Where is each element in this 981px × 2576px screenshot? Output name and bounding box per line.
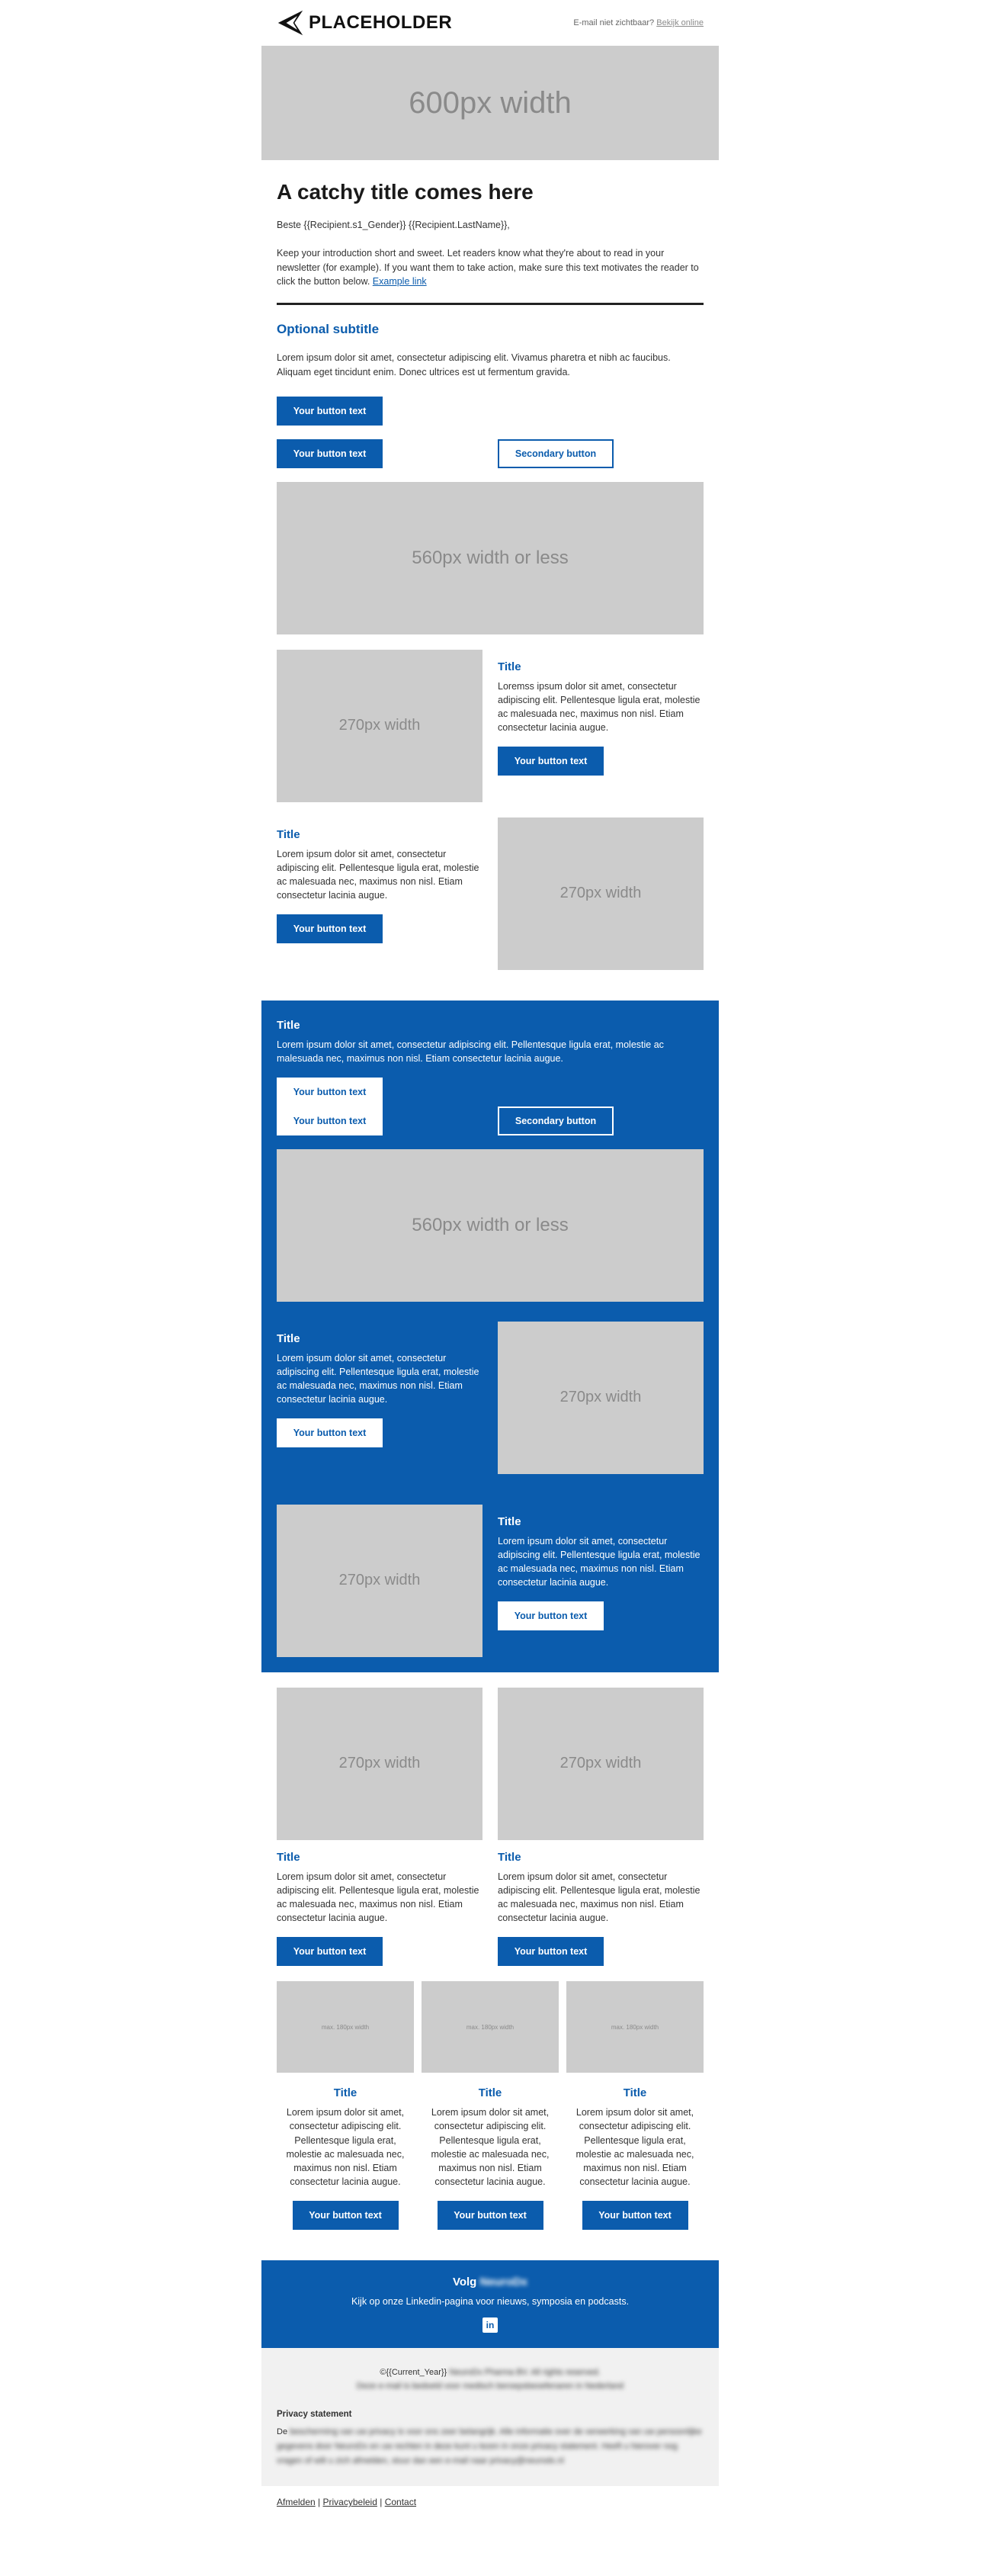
follow-company-name: NeuroDx (479, 2276, 528, 2289)
wide-image-placeholder (277, 1149, 704, 1302)
column-cell (566, 1981, 704, 2230)
text-cell (498, 650, 704, 802)
cell-text: Lorem ipsum dolor sit amet, consectetur adipiscing elit. Pellentesque ligula erat, molestie ac malesuada nec, maximus non nisl. Etiam consectetur lacinia augue. (498, 1535, 700, 1588)
text-cell (277, 1322, 482, 1474)
button-row (277, 439, 704, 468)
half-placeholder-label: 270px width (559, 885, 642, 901)
cell-title: Title (498, 660, 521, 673)
copyright-year: ©{{Current_Year}} (380, 2368, 447, 2377)
blue-section (261, 1001, 719, 1672)
follow-section (261, 2260, 719, 2348)
half-image-placeholder (277, 1688, 482, 1840)
cell-text: Lorem ipsum dolor sit amet, consectetur adipiscing elit. Pellentesque ligula erat, molestie ac malesuada nec, maximus non nisl. Etiam consectetur lacinia augue. (286, 2107, 405, 2187)
greeting: Beste {{Recipient.s1_Gender}} {{Recipient.LastName}}, (277, 220, 510, 230)
privacy-lead: De (277, 2427, 288, 2437)
logo[interactable] (277, 9, 452, 37)
follow-text: Kijk op onze Linkedin-pagina voor nieuws, symposia en podcasts. (351, 2296, 630, 2307)
primary-button[interactable]: Your button text (277, 397, 383, 426)
primary-button[interactable]: Your button text (277, 1937, 383, 1966)
cell-text: Lorem ipsum dolor sit amet, consectetur adipiscing elit. Pellentesque ligula erat, molestie ac malesuada nec, maximus non nisl. Etiam consectetur lacinia augue. (431, 2107, 550, 2187)
half-image-placeholder (498, 817, 704, 970)
intro-section (261, 160, 719, 1001)
footer (261, 2348, 719, 2486)
image-text-row (277, 1505, 704, 1657)
half-placeholder-label: 270px width (559, 1389, 642, 1406)
image-text-row (277, 650, 704, 802)
footer-disclaimer: Deze e-mail is bedoeld voor medisch beroepsbeoefenaren in Nederland (356, 2381, 624, 2391)
cell-text: Lorem ipsum dolor sit amet, consectetur adipiscing elit. Pellentesque ligula erat, molestie ac malesuada nec, maximus non nisl. Etiam consectetur lacinia augue. (498, 1871, 700, 1924)
text-cell (277, 817, 482, 970)
cell-text: Lorem ipsum dolor sit amet, consectetur adipiscing elit. Pellentesque ligula erat, molestie ac malesuada nec, maximus non nisl. Etiam consectetur lacinia augue. (277, 1352, 479, 1405)
two-column-row (277, 1688, 704, 1967)
section-body: Lorem ipsum dolor sit amet, consectetur adipiscing elit. Vivamus pharetra et nibh ac faucibus. Aliquam eget tincidunt enim. Donec ultrices est ut fermentum gravida. (277, 352, 671, 377)
half-image-placeholder (498, 1688, 704, 1840)
unsubscribe-link[interactable]: Afmelden (277, 2497, 316, 2508)
cell-title: Title (498, 1514, 521, 1528)
text-image-row (277, 1322, 704, 1474)
cell-title: Title (333, 2086, 357, 2100)
secondary-button[interactable]: Secondary button (498, 439, 614, 468)
hero-image-placeholder (261, 46, 719, 160)
column-cell (277, 1688, 482, 1967)
privacy-body: bescherming van uw privacy is voor ons zeer belangrijk. Alle informatie over de verwerking van uw persoonlijke gegevens door NeuroDx en uw rechten in deze kunt u lezen in onze privacy statement. Heeft u hierover nog vragen of wilt u zich afmelden, stuur dan een e-mail naar privacy@neurodx.nl (277, 2427, 702, 2465)
wide-image-placeholder (277, 482, 704, 634)
footer-copyright (277, 2366, 704, 2393)
wide-placeholder-label: 560px width or less (412, 547, 569, 568)
intro-body: Keep your introduction short and sweet. Let readers know what they're about to read in your newsletter (for example). If you want them to take action, make sure this text motivates the reader to click the button below. (277, 247, 699, 287)
two-column-section (261, 1672, 719, 2260)
hero-label: 600px width (409, 85, 572, 120)
main-title: A catchy title comes here (277, 180, 534, 204)
view-online-link[interactable]: Bekijk online (656, 18, 704, 27)
half-image-placeholder (277, 650, 482, 802)
blue-body: Lorem ipsum dolor sit amet, consectetur adipiscing elit. Pellentesque ligula erat, molestie ac malesuada nec, maximus non nisl. Etiam consectetur lacinia augue. (277, 1039, 664, 1064)
text-image-row (277, 817, 704, 970)
white-button[interactable]: Your button text (277, 1078, 383, 1107)
column-cell (422, 1981, 559, 2230)
third-image-placeholder (422, 1981, 559, 2073)
white-button[interactable]: Your button text (277, 1107, 383, 1135)
primary-button[interactable]: Your button text (277, 439, 383, 468)
view-online-prompt: E-mail niet zichtbaar? (573, 18, 655, 27)
divider (277, 303, 704, 305)
white-button[interactable]: Your button text (498, 1601, 604, 1630)
cell-title: Title (478, 2086, 502, 2100)
cell-title: Title (277, 1331, 300, 1345)
cell-text: Lorem ipsum dolor sit amet, consectetur adipiscing elit. Pellentesque ligula erat, molestie ac malesuada nec, maximus non nisl. Etiam consectetur lacinia augue. (277, 1871, 479, 1924)
email-column (261, 0, 719, 2523)
intro-example-link[interactable]: Example link (372, 276, 427, 287)
intro-text (277, 246, 704, 289)
cell-title: Title (498, 1850, 521, 1864)
email-header (261, 0, 719, 46)
primary-button[interactable]: Your button text (277, 914, 383, 943)
cell-title: Title (623, 2086, 647, 2100)
third-image-placeholder (566, 1981, 704, 2073)
half-placeholder-label: 270px width (338, 1572, 421, 1589)
cell-text: Loremss ipsum dolor sit amet, consectetur adipiscing elit. Pellentesque ligula erat, molestie ac malesuada nec, maximus non nisl. Etiam consectetur lacinia augue. (498, 680, 700, 733)
cell-title: Title (277, 827, 300, 841)
cell-text: Lorem ipsum dolor sit amet, consectetur adipiscing elit. Pellentesque ligula erat, molestie ac malesuada nec, maximus non nisl. Etiam consectetur lacinia augue. (575, 2107, 694, 2187)
wide-placeholder-label: 560px width or less (412, 1214, 569, 1235)
half-placeholder-label: 270px width (338, 717, 421, 734)
follow-title-text: Volg (452, 2276, 477, 2289)
third-placeholder-label: max. 180px width (321, 2023, 370, 2031)
copyright-company: NeuroDx Pharma BV. All rights reserved. (449, 2368, 601, 2377)
linkedin-icon[interactable]: in (482, 2317, 498, 2333)
privacy-statement-text (277, 2425, 704, 2468)
link-separator: | (380, 2497, 383, 2508)
three-column-row (277, 1981, 704, 2230)
logo-text: PLACEHOLDER (309, 12, 453, 33)
blue-title: Title (277, 1018, 300, 1032)
primary-button[interactable]: Your button text (498, 747, 604, 776)
third-placeholder-label: max. 180px width (466, 2023, 515, 2031)
cell-text: Lorem ipsum dolor sit amet, consectetur adipiscing elit. Pellentesque ligula erat, molestie ac malesuada nec, maximus non nisl. Etiam consectetur lacinia augue. (277, 848, 479, 901)
logo-mark-icon (277, 9, 304, 37)
half-placeholder-label: 270px width (338, 1755, 421, 1772)
half-image-placeholder (277, 1505, 482, 1657)
cell-title: Title (277, 1850, 300, 1864)
half-placeholder-label: 270px width (559, 1755, 642, 1772)
text-cell (498, 1505, 704, 1657)
primary-button[interactable]: Your button text (582, 2201, 688, 2230)
third-placeholder-label: max. 180px width (611, 2023, 659, 2031)
bottom-links (261, 2486, 719, 2523)
button-row (277, 1107, 704, 1135)
privacy-statement-title: Privacy statement (277, 2410, 352, 2420)
primary-button[interactable]: Your button text (293, 2201, 399, 2230)
contact-link[interactable]: Contact (384, 2497, 417, 2508)
link-separator: | (318, 2497, 321, 2508)
primary-button[interactable]: Your button text (498, 1937, 604, 1966)
primary-button[interactable]: Your button text (438, 2201, 543, 2230)
secondary-button[interactable]: Secondary button (498, 1107, 614, 1135)
white-button[interactable]: Your button text (277, 1418, 383, 1447)
view-online (573, 18, 704, 27)
half-image-placeholder (498, 1322, 704, 1474)
follow-title (277, 2276, 704, 2289)
column-cell (498, 1688, 704, 1967)
third-image-placeholder (277, 1981, 414, 2073)
optional-subtitle: Optional subtitle (277, 322, 380, 336)
privacy-policy-link[interactable]: Privacybeleid (322, 2497, 377, 2508)
column-cell (277, 1981, 414, 2230)
